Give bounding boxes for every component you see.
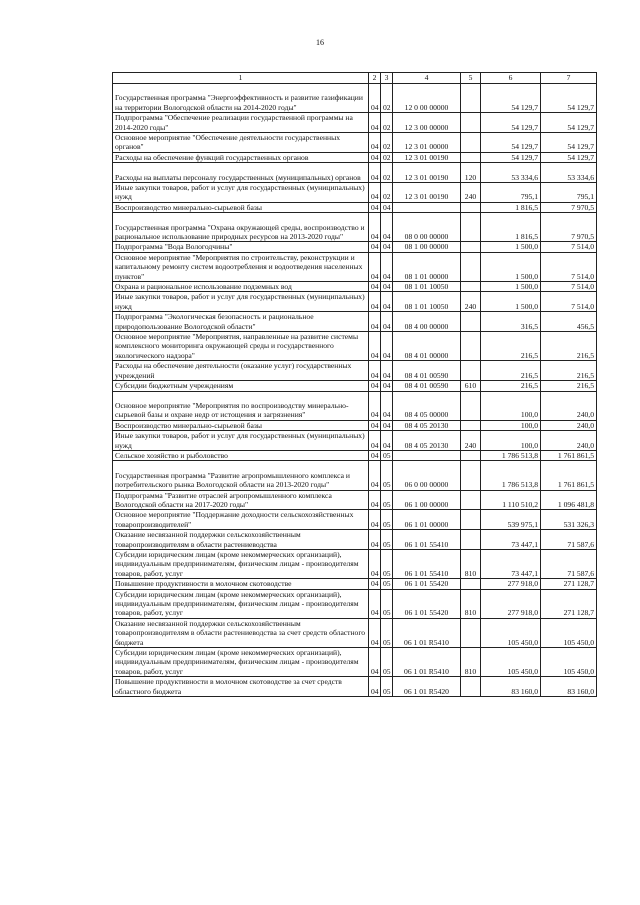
row-amount-year2: 7 970,5 xyxy=(541,213,597,242)
row-expense-type xyxy=(461,152,481,162)
row-section-code: 04 xyxy=(369,549,381,578)
column-header: 4 xyxy=(393,73,461,84)
row-subsection-code: 05 xyxy=(381,589,393,618)
table-row xyxy=(113,381,597,391)
row-section-code: 04 xyxy=(369,381,381,391)
row-amount-year1: 54 129,7 xyxy=(481,113,541,133)
row-section-code: 04 xyxy=(369,213,381,242)
row-expense-type xyxy=(461,530,481,550)
row-name: Субсидии бюджетным учреждениям xyxy=(113,381,369,391)
row-expense-type xyxy=(461,332,481,361)
row-expense-type xyxy=(461,84,481,113)
row-section-code: 04 xyxy=(369,183,381,203)
row-amount-year2: 54 129,7 xyxy=(541,152,597,162)
row-amount-year1: 1 816,5 xyxy=(481,213,541,242)
row-name: Иные закупки товаров, работ и услуг для государственных (муниципальных) нужд xyxy=(113,292,369,312)
row-amount-year1: 100,0 xyxy=(481,431,541,451)
row-section-code: 04 xyxy=(369,618,381,647)
table-row xyxy=(113,677,597,697)
row-subsection-code: 02 xyxy=(381,163,393,183)
row-expense-type xyxy=(461,510,481,530)
row-amount-year1: 1 110 510,2 xyxy=(481,490,541,510)
row-target-article: 12 3 01 00000 xyxy=(393,133,461,153)
row-amount-year1: 316,5 xyxy=(481,312,541,332)
row-subsection-code: 04 xyxy=(381,391,393,420)
row-section-code: 04 xyxy=(369,202,381,212)
row-subsection-code: 02 xyxy=(381,113,393,133)
table-row xyxy=(113,431,597,451)
row-section-code: 04 xyxy=(369,163,381,183)
row-expense-type xyxy=(461,252,481,281)
row-subsection-code: 05 xyxy=(381,677,393,697)
table-row xyxy=(113,152,597,162)
row-subsection-code: 04 xyxy=(381,292,393,312)
row-amount-year2: 7 514,0 xyxy=(541,282,597,292)
row-subsection-code: 04 xyxy=(381,332,393,361)
row-name: Воспроизводство минерально-сырьевой базы xyxy=(113,202,369,212)
row-amount-year2: 7 514,0 xyxy=(541,242,597,252)
row-name: Сельское хозяйство и рыболовство xyxy=(113,450,369,460)
row-subsection-code: 02 xyxy=(381,183,393,203)
row-target-article: 08 4 05 00000 xyxy=(393,391,461,420)
row-amount-year1: 53 334,6 xyxy=(481,163,541,183)
row-amount-year1: 105 450,0 xyxy=(481,618,541,647)
row-subsection-code: 04 xyxy=(381,252,393,281)
row-amount-year2: 240,0 xyxy=(541,420,597,430)
row-amount-year1: 1 500,0 xyxy=(481,252,541,281)
table-row xyxy=(113,292,597,312)
table-row xyxy=(113,461,597,490)
column-header: 5 xyxy=(461,73,481,84)
row-target-article: 06 0 00 00000 xyxy=(393,461,461,490)
row-subsection-code: 05 xyxy=(381,450,393,460)
row-name: Государственная программа "Энергоэффективность и развитие газификации на территории Вологодской области на 2014-2020 годы" xyxy=(113,84,369,113)
row-name: Субсидии юридическим лицам (кроме некоммерческих организаций), индивидуальным предпринимателям, физическим лицам - производителям товаров, работ, услуг xyxy=(113,549,369,578)
row-amount-year2: 105 450,0 xyxy=(541,618,597,647)
row-expense-type: 120 xyxy=(461,163,481,183)
row-target-article: 06 1 01 55410 xyxy=(393,530,461,550)
row-target-article: 08 1 00 00000 xyxy=(393,242,461,252)
row-name: Основное мероприятие "Обеспечение деятельности государственных органов" xyxy=(113,133,369,153)
row-subsection-code: 05 xyxy=(381,530,393,550)
row-amount-year1: 73 447,1 xyxy=(481,549,541,578)
row-section-code: 04 xyxy=(369,677,381,697)
table-row xyxy=(113,589,597,618)
row-amount-year1: 1 500,0 xyxy=(481,292,541,312)
row-name: Основное мероприятие "Мероприятия по строительству, реконструкции и капитальному ремонту систем водоотребления и водоотведения населенных пунктов" xyxy=(113,252,369,281)
row-target-article: 08 4 01 00000 xyxy=(393,332,461,361)
row-section-code: 04 xyxy=(369,530,381,550)
row-subsection-code: 04 xyxy=(381,213,393,242)
row-expense-type xyxy=(461,361,481,381)
table-row xyxy=(113,549,597,578)
row-amount-year2: 456,5 xyxy=(541,312,597,332)
row-expense-type xyxy=(461,490,481,510)
row-section-code: 04 xyxy=(369,282,381,292)
row-amount-year2: 54 129,7 xyxy=(541,113,597,133)
row-section-code: 04 xyxy=(369,252,381,281)
row-expense-type xyxy=(461,391,481,420)
row-amount-year1: 100,0 xyxy=(481,391,541,420)
row-amount-year1: 54 129,7 xyxy=(481,133,541,153)
row-amount-year2: 7 514,0 xyxy=(541,292,597,312)
row-name: Подпрограмма "Обеспечение реализации государственной программы на 2014-2020 годы" xyxy=(113,113,369,133)
row-expense-type xyxy=(461,618,481,647)
row-subsection-code: 02 xyxy=(381,84,393,113)
row-expense-type xyxy=(461,282,481,292)
row-name: Основное мероприятие "Поддержание доходности сельскохозяйственных товаропроизводителей" xyxy=(113,510,369,530)
table-row xyxy=(113,84,597,113)
row-amount-year1: 216,5 xyxy=(481,361,541,381)
row-expense-type xyxy=(461,213,481,242)
row-target-article: 12 0 00 00000 xyxy=(393,84,461,113)
row-section-code: 04 xyxy=(369,152,381,162)
budget-table xyxy=(112,72,597,697)
row-amount-year1: 1 816,5 xyxy=(481,202,541,212)
table-row xyxy=(113,202,597,212)
row-amount-year1: 54 129,7 xyxy=(481,152,541,162)
row-amount-year2: 216,5 xyxy=(541,361,597,381)
row-expense-type xyxy=(461,420,481,430)
row-expense-type: 610 xyxy=(461,381,481,391)
row-amount-year1: 795,1 xyxy=(481,183,541,203)
row-amount-year2: 1 096 481,8 xyxy=(541,490,597,510)
row-amount-year2: 105 450,0 xyxy=(541,648,597,677)
table-row xyxy=(113,163,597,183)
row-name: Подпрограмма "Развитие отраслей агропромышленного комплекса Вологодской области на 2017-2020 годы" xyxy=(113,490,369,510)
row-target-article xyxy=(393,450,461,460)
row-amount-year2: 271 128,7 xyxy=(541,579,597,589)
row-name: Иные закупки товаров, работ и услуг для государственных (муниципальных) нужд xyxy=(113,183,369,203)
row-amount-year1: 54 129,7 xyxy=(481,84,541,113)
row-amount-year1: 73 447,1 xyxy=(481,530,541,550)
row-target-article: 06 1 01 R5410 xyxy=(393,618,461,647)
row-target-article: 06 1 01 55420 xyxy=(393,579,461,589)
row-target-article: 08 4 05 20130 xyxy=(393,420,461,430)
row-name: Повышение продуктивности в молочном скотоводстве за счет средств областного бюджета xyxy=(113,677,369,697)
row-target-article: 08 1 01 00000 xyxy=(393,252,461,281)
row-amount-year1: 277 918,0 xyxy=(481,579,541,589)
table-row xyxy=(113,579,597,589)
row-expense-type: 240 xyxy=(461,431,481,451)
row-subsection-code: 05 xyxy=(381,510,393,530)
row-name: Субсидии юридическим лицам (кроме некоммерческих организаций), индивидуальным предпринимателям, физическим лицам - производителям товаров, работ, услуг xyxy=(113,589,369,618)
row-amount-year1: 539 975,1 xyxy=(481,510,541,530)
row-amount-year2: 240,0 xyxy=(541,391,597,420)
row-target-article: 12 3 01 00190 xyxy=(393,163,461,183)
row-expense-type xyxy=(461,450,481,460)
row-name: Субсидии юридическим лицам (кроме некоммерческих организаций), индивидуальным предпринимателям, физическим лицам - производителям товаров, работ, услуг xyxy=(113,648,369,677)
row-amount-year2: 795,1 xyxy=(541,183,597,203)
row-subsection-code: 04 xyxy=(381,361,393,381)
row-name: Государственная программа "Развитие агропромышленного комплекса и потребительского рынка Вологодской области на 2013-2020 годы" xyxy=(113,461,369,490)
table-row xyxy=(113,183,597,203)
row-section-code: 04 xyxy=(369,361,381,381)
table-row xyxy=(113,113,597,133)
row-target-article: 06 1 01 00000 xyxy=(393,510,461,530)
row-name: Иные закупки товаров, работ и услуг для государственных (муниципальных) нужд xyxy=(113,431,369,451)
row-amount-year2: 71 587,6 xyxy=(541,549,597,578)
table-row xyxy=(113,133,597,153)
row-section-code: 04 xyxy=(369,589,381,618)
row-amount-year2: 216,5 xyxy=(541,332,597,361)
row-target-article xyxy=(393,202,461,212)
row-subsection-code: 05 xyxy=(381,549,393,578)
row-section-code: 04 xyxy=(369,431,381,451)
row-amount-year1: 100,0 xyxy=(481,420,541,430)
row-subsection-code: 05 xyxy=(381,648,393,677)
row-expense-type: 810 xyxy=(461,648,481,677)
row-name: Повышение продуктивности в молочном скотоводстве xyxy=(113,579,369,589)
row-subsection-code: 04 xyxy=(381,312,393,332)
row-subsection-code: 04 xyxy=(381,202,393,212)
row-section-code: 04 xyxy=(369,510,381,530)
row-target-article: 08 4 01 00590 xyxy=(393,381,461,391)
row-name: Подпрограмма "Вода Вологодчины" xyxy=(113,242,369,252)
table-row xyxy=(113,530,597,550)
row-amount-year1: 1 500,0 xyxy=(481,282,541,292)
row-expense-type xyxy=(461,677,481,697)
row-name: Расходы на обеспечение деятельности (оказание услуг) государственных учреждений xyxy=(113,361,369,381)
column-header: 7 xyxy=(541,73,597,84)
row-subsection-code: 04 xyxy=(381,282,393,292)
row-subsection-code: 05 xyxy=(381,490,393,510)
row-section-code: 04 xyxy=(369,292,381,312)
row-target-article: 08 4 05 20130 xyxy=(393,431,461,451)
row-target-article: 12 3 01 00190 xyxy=(393,183,461,203)
table-row xyxy=(113,332,597,361)
table-row xyxy=(113,450,597,460)
row-target-article: 06 1 00 00000 xyxy=(393,490,461,510)
table-row xyxy=(113,648,597,677)
table-row xyxy=(113,490,597,510)
table-row xyxy=(113,282,597,292)
row-amount-year1: 277 918,0 xyxy=(481,589,541,618)
row-amount-year1: 105 450,0 xyxy=(481,648,541,677)
row-target-article: 12 3 00 00000 xyxy=(393,113,461,133)
row-amount-year1: 216,5 xyxy=(481,332,541,361)
row-subsection-code: 04 xyxy=(381,242,393,252)
row-amount-year1: 83 160,0 xyxy=(481,677,541,697)
row-target-article: 06 1 01 R5410 xyxy=(393,648,461,677)
column-header: 2 xyxy=(369,73,381,84)
row-name: Расходы на выплаты персоналу государственных (муниципальных) органов xyxy=(113,163,369,183)
row-name: Оказание несвязанной поддержки сельскохозяйственным товаропроизводителям в области растениеводства за счет средств областного бюджета xyxy=(113,618,369,647)
row-section-code: 04 xyxy=(369,420,381,430)
row-amount-year2: 1 761 861,5 xyxy=(541,450,597,460)
row-section-code: 04 xyxy=(369,391,381,420)
row-name: Расходы на обеспечение функций государственных органов xyxy=(113,152,369,162)
row-subsection-code: 04 xyxy=(381,420,393,430)
row-expense-type: 810 xyxy=(461,549,481,578)
row-section-code: 04 xyxy=(369,242,381,252)
row-amount-year2: 271 128,7 xyxy=(541,589,597,618)
row-subsection-code: 05 xyxy=(381,461,393,490)
row-target-article: 06 1 01 R5420 xyxy=(393,677,461,697)
row-section-code: 04 xyxy=(369,332,381,361)
row-section-code: 04 xyxy=(369,450,381,460)
row-target-article: 08 0 00 00000 xyxy=(393,213,461,242)
row-subsection-code: 04 xyxy=(381,381,393,391)
row-name: Охрана и рациональное использование подземных вод xyxy=(113,282,369,292)
row-name: Государственная программа "Охрана окружающей среды, воспроизводство и рациональное использование природных ресурсов на 2013-2020 годы" xyxy=(113,213,369,242)
row-amount-year2: 240,0 xyxy=(541,431,597,451)
row-subsection-code: 02 xyxy=(381,133,393,153)
row-subsection-code: 04 xyxy=(381,431,393,451)
row-expense-type: 240 xyxy=(461,183,481,203)
column-header: 1 xyxy=(113,73,369,84)
row-expense-type xyxy=(461,312,481,332)
row-section-code: 04 xyxy=(369,312,381,332)
row-subsection-code: 05 xyxy=(381,618,393,647)
row-expense-type xyxy=(461,461,481,490)
table-row xyxy=(113,242,597,252)
row-expense-type xyxy=(461,579,481,589)
row-target-article: 06 1 01 55420 xyxy=(393,589,461,618)
row-amount-year2: 71 587,6 xyxy=(541,530,597,550)
row-amount-year1: 216,5 xyxy=(481,381,541,391)
row-expense-type: 810 xyxy=(461,589,481,618)
header-row xyxy=(113,73,597,84)
row-name: Воспроизводство минерально-сырьевой базы xyxy=(113,420,369,430)
row-target-article: 08 4 00 00000 xyxy=(393,312,461,332)
row-amount-year2: 7 514,0 xyxy=(541,252,597,281)
row-target-article: 06 1 01 55410 xyxy=(393,549,461,578)
row-amount-year1: 1 500,0 xyxy=(481,242,541,252)
table-row xyxy=(113,618,597,647)
row-amount-year2: 54 129,7 xyxy=(541,84,597,113)
table-row xyxy=(113,391,597,420)
row-amount-year1: 1 786 513,8 xyxy=(481,461,541,490)
row-amount-year2: 1 761 861,5 xyxy=(541,461,597,490)
row-subsection-code: 02 xyxy=(381,152,393,162)
table-row xyxy=(113,213,597,242)
table-row xyxy=(113,312,597,332)
row-expense-type xyxy=(461,242,481,252)
row-section-code: 04 xyxy=(369,133,381,153)
row-section-code: 04 xyxy=(369,490,381,510)
table-row xyxy=(113,420,597,430)
row-expense-type: 240 xyxy=(461,292,481,312)
table-row xyxy=(113,510,597,530)
table-row xyxy=(113,252,597,281)
row-expense-type xyxy=(461,202,481,212)
row-section-code: 04 xyxy=(369,113,381,133)
row-section-code: 04 xyxy=(369,648,381,677)
row-name: Основное мероприятие "Мероприятия по воспроизводству минерально-сырьевой базы и охране недр от истощения и загрязнения" xyxy=(113,391,369,420)
row-target-article: 08 1 01 10050 xyxy=(393,292,461,312)
row-target-article: 08 4 01 00590 xyxy=(393,361,461,381)
row-name: Подпрограмма "Экологическая безопасность и рациональное природопользование Вологодской области" xyxy=(113,312,369,332)
row-amount-year2: 7 970,5 xyxy=(541,202,597,212)
column-header: 6 xyxy=(481,73,541,84)
row-section-code: 04 xyxy=(369,579,381,589)
row-target-article: 12 3 01 00190 xyxy=(393,152,461,162)
row-target-article: 08 1 01 10050 xyxy=(393,282,461,292)
row-section-code: 04 xyxy=(369,461,381,490)
row-amount-year2: 216,5 xyxy=(541,381,597,391)
row-section-code: 04 xyxy=(369,84,381,113)
row-expense-type xyxy=(461,113,481,133)
row-name: Основное мероприятие "Мероприятия, направленные на развитие системы комплексного мониторинга окружающей среды и государственного экологического надзора" xyxy=(113,332,369,361)
row-amount-year2: 83 160,0 xyxy=(541,677,597,697)
row-amount-year2: 54 129,7 xyxy=(541,133,597,153)
row-amount-year2: 53 334,6 xyxy=(541,163,597,183)
table-row xyxy=(113,361,597,381)
row-expense-type xyxy=(461,133,481,153)
row-amount-year2: 531 326,3 xyxy=(541,510,597,530)
row-name: Оказание несвязанной поддержки сельскохозяйственным товаропроизводителям в области растениеводства xyxy=(113,530,369,550)
row-subsection-code: 05 xyxy=(381,579,393,589)
column-header: 3 xyxy=(381,73,393,84)
row-amount-year1: 1 786 513,8 xyxy=(481,450,541,460)
page-number: 16 xyxy=(316,38,324,47)
